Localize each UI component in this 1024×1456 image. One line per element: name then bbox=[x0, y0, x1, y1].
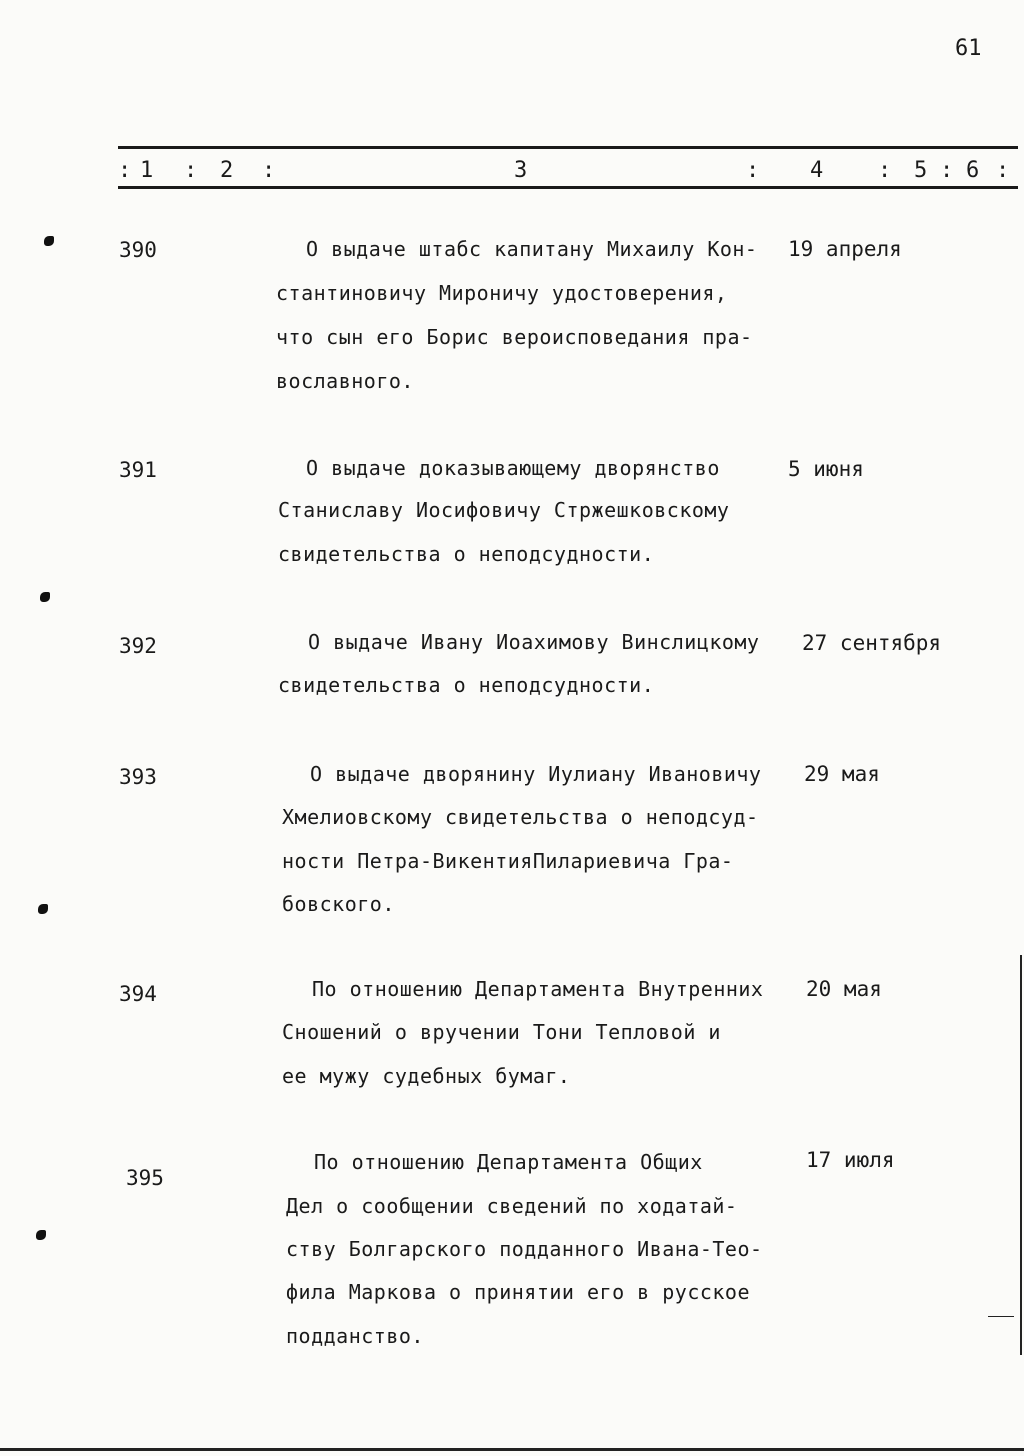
scan-edge-line bbox=[1020, 955, 1022, 1355]
entry-number: 395 bbox=[126, 1166, 164, 1190]
entry-text-line: По отношению Департамента Внутренних bbox=[312, 977, 764, 1001]
entry-text-line: фила Маркова о принятии его в русское bbox=[286, 1280, 751, 1304]
entry-text-line: ству Болгарского подданного Ивана-Тео- bbox=[286, 1237, 763, 1261]
entry-date: 20 мая bbox=[806, 977, 882, 1001]
entry-date: 27 сентября bbox=[802, 631, 942, 655]
header-separator: : bbox=[118, 158, 132, 183]
entry-number: 393 bbox=[119, 765, 157, 789]
entry-text-line: О выдаче Ивану Иоахимову Винслицкому bbox=[308, 630, 760, 654]
header-separator: : bbox=[996, 158, 1010, 183]
margin-mark bbox=[44, 236, 54, 246]
header-separator: : bbox=[746, 158, 760, 183]
entry-text-line: Станиславу Иосифовичу Стржешковскому bbox=[278, 498, 730, 522]
entry-text-line: По отношению Департамента Общих bbox=[314, 1150, 703, 1174]
margin-mark bbox=[40, 592, 50, 602]
entry-number: 390 bbox=[119, 238, 157, 262]
margin-mark bbox=[38, 904, 48, 914]
header-column-6: 6 bbox=[966, 158, 980, 183]
entry-text-line: ности Петра-ВикентияПилариевича Гра- bbox=[282, 849, 734, 873]
entry-date: 5 июня bbox=[788, 457, 864, 481]
table-header-top-rule bbox=[118, 146, 1018, 149]
entry-text-line: Хмелиовскому свидетельства о неподсуд- bbox=[282, 805, 759, 829]
entry-text-line: ее мужу судебных бумаг. bbox=[282, 1064, 571, 1088]
page-number: 61 bbox=[955, 36, 982, 61]
entry-date: 29 мая bbox=[804, 762, 880, 786]
entry-number: 394 bbox=[119, 982, 157, 1006]
scan-edge-line bbox=[988, 1316, 1014, 1317]
entry-number: 392 bbox=[119, 634, 157, 658]
header-separator: : bbox=[940, 158, 954, 183]
header-column-1: 1 bbox=[140, 158, 154, 183]
entry-date: 19 апреля bbox=[788, 237, 902, 261]
header-separator: : bbox=[878, 158, 892, 183]
entry-text-line: Дел о сообщении сведений по ходатай- bbox=[286, 1194, 738, 1218]
entry-text-line: свидетельства о неподсудности. bbox=[278, 673, 655, 697]
header-separator: : bbox=[262, 158, 276, 183]
entry-date: 17 июля bbox=[806, 1148, 895, 1172]
entry-text-line: подданство. bbox=[286, 1324, 424, 1348]
entry-number: 391 bbox=[119, 458, 157, 482]
header-column-4: 4 bbox=[810, 158, 824, 183]
margin-mark bbox=[36, 1230, 46, 1240]
scan-edge-line bbox=[0, 1448, 1024, 1451]
entry-text-line: стантиновичу Мироничу удостоверения, bbox=[276, 281, 728, 305]
entry-text-line: вославного. bbox=[276, 369, 414, 393]
table-header-bottom-rule bbox=[118, 186, 1018, 189]
header-column-3: 3 bbox=[514, 158, 528, 183]
entry-text-line: свидетельства о неподсудности. bbox=[278, 542, 655, 566]
entry-text-line: Сношений о вручении Тони Тепловой и bbox=[282, 1020, 721, 1044]
entry-text-line: бовского. bbox=[282, 892, 395, 916]
entry-text-line: О выдаче доказывающему дворянство bbox=[306, 456, 720, 480]
entry-text-line: что сын его Борис вероисповедания пра- bbox=[276, 325, 753, 349]
header-column-2: 2 bbox=[220, 158, 234, 183]
entry-text-line: О выдаче дворянину Иулиану Ивановичу bbox=[310, 762, 762, 786]
header-column-5: 5 bbox=[914, 158, 928, 183]
header-separator: : bbox=[184, 158, 198, 183]
entry-text-line: О выдаче штабс капитану Михаилу Кон- bbox=[306, 237, 758, 261]
